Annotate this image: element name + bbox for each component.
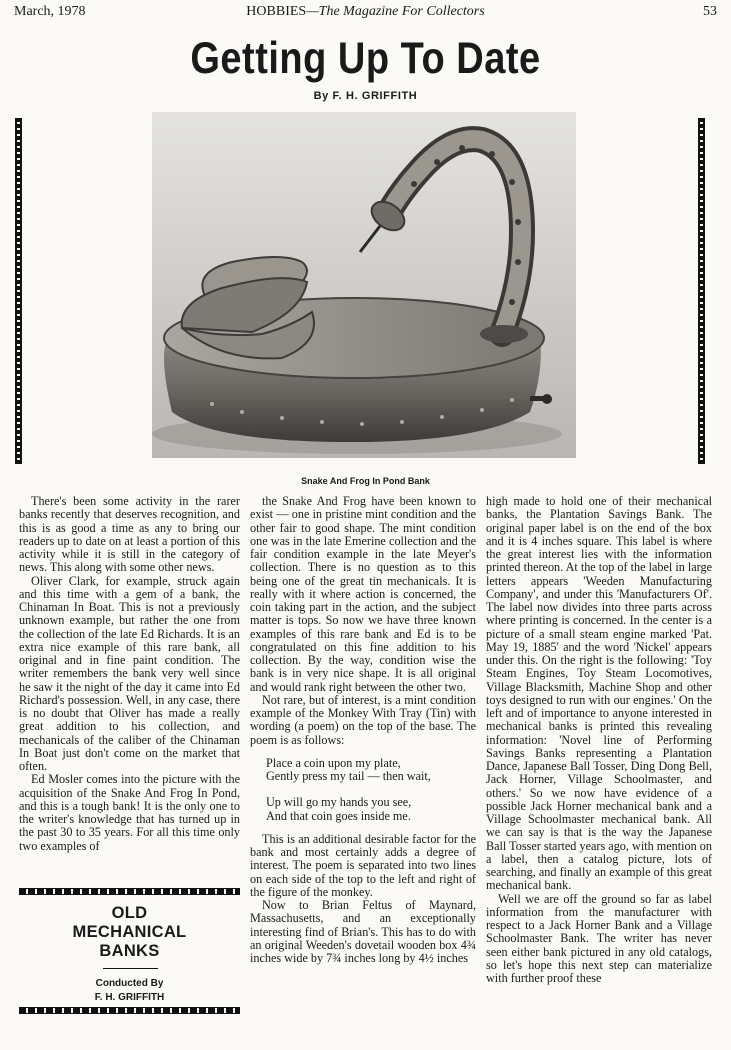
magazine-name — [14, 4, 717, 20]
box-top-rule — [19, 888, 240, 895]
column-box-title-line2: MECHANICAL — [72, 923, 187, 941]
photo-caption: Snake And Frog In Pond Bank — [301, 476, 430, 486]
column-author: F. H. GRIFFITH — [94, 992, 165, 1003]
poem-line: And that coin goes inside me. — [266, 808, 411, 823]
paragraph: This is an additional desirable factor for the bank and most certainly adds a degree of interest. The poem is separated into two lines on each side of the top to the left and right of the figure of the monkey. — [250, 831, 476, 899]
paragraph: Now to Brian Feltus of Maynard, Massachusetts, and an exceptionally interesting find of Brian's. This has to do with an original Weeden's dovetail wooden box 4¾ inches wide by 7¾ inches long by 4½ inches — [250, 898, 476, 965]
article-title: Getting Up To Date — [190, 34, 541, 84]
conducted-by-label: Conducted By — [95, 978, 164, 989]
paragraph: Ed Mosler comes into the picture with the acquisition of the Snake And Frog In Pond, and this is a tough bank! It is the only one to the writer's knowledge that has turned up in the past 30 to 35 years. For all this time only two examples of — [19, 772, 240, 853]
box-divider — [103, 968, 158, 969]
paragraph: Oliver Clark, for example, struck again and this time with a gem of a bank, the Chinaman In Boat. This is not a previously unknown example, but rather the one from the collection of the late Ed Richards. It is an extra nice example of this rare bank, all original and in fine paint condition. The writer remembers the bank very well since he saw it the night of the day it came into Ed Richard's possession. Well, in any case, there is no doubt that Oliver has made a really great addition to his collection, and mechanicals of the caliber of the Chinaman In Boat just don't come on the market that often. — [19, 573, 240, 773]
magazine-tagline: —The Magazine For Collectors — [306, 4, 485, 19]
box-bottom-rule — [19, 1007, 240, 1014]
bank-illustration — [152, 112, 576, 458]
poem-line: Up will go my hands you see, — [266, 795, 412, 810]
paragraph: There's been some activity in the rarer banks recently that deserves recognition, and this is as good a time as any to bring our readers up to date on at least a portion of this activity while it is still in the category of news. This along with some other news. — [19, 494, 240, 575]
page-number: 53 — [703, 4, 717, 19]
monkey-poem — [266, 757, 476, 823]
poem-line: Place a coin upon my plate, — [266, 755, 401, 770]
column-three — [486, 495, 712, 985]
left-chain-border — [15, 118, 22, 464]
page-header — [14, 4, 717, 24]
column-box-title-line1: OLD — [111, 904, 148, 922]
column-two — [250, 495, 476, 965]
poem-line: Gently press my tail — then wait, — [266, 769, 431, 783]
issue-date: March, 1978 — [14, 4, 86, 19]
column-box-title-line3: BANKS — [99, 942, 160, 960]
paragraph: Not rare, but of interest, is a mint condition example of the Monkey With Tray (Tin) with wording (a poem) on the top of the base. The poem is as follows: — [250, 692, 476, 747]
article-byline: By F. H. GRIFFITH — [313, 90, 418, 102]
paragraph: the Snake And Frog have been known to exist — one in pristine mint condition and the other fair to good shape. The mint condition one was in the late Emerine collection and the fair condition example in the late Meyer's collection. There is no question as to this being one of the great tin mechanicals. It is really with it where action is concerned, the coin taking part in the action, and the subject matter is tops. So now we have three known examples of this rare bank and Ed is to be congratulated on this fine addition to his collection. By the way, condition wise the bank is in very nice shape. It is all original and would rank right between the other two. — [250, 494, 476, 694]
paragraph: high made to hold one of their mechanical banks, the Plantation Savings Bank. The original paper label is on the end of the box and it is 4 inches square. This label is where the great interest lies with the information printed thereon. At the top of the label in large letters appears 'Weeden Manufacturing Company', and under this 'Manufacturers Of'. The label now divides into three parts across where printing is concerned. In the center is a picture of a small steam engine marked 'Pat. May 19, 1885' and the word 'Nickel' appears under this. On the right is the following: 'Toy Steam Engines, Toy Steam Locomotives, Village Blacksmith, Machine Shop and other toys designed to run with our engines.' On the left and of importance to anyone interested in mechanical banks is printed this revealing information: 'Novel line of Performing Savings Banks representing a Plantation Dance, Japanese Ball Tosser, Ding Dong Bell, Jack Horner, Village Schoolmaster, and others.' So we now have evidence of a possible Jack Horner mechanical bank and a Village Schoolmaster mechanical bank. All we can say is that is the way the Japanese Ball Tosser started years ago, with mention on a label, then a catalog picture, lots of searching, and finally an example of this great mechanical bank. — [486, 494, 712, 893]
right-chain-border — [698, 118, 705, 464]
magazine-title: HOBBIES — [246, 4, 307, 19]
paragraph: Well we are off the ground so far as label information from the manufacturer with respect to a Jack Horner Bank and a Village Schoolmaster Bank. The writer has never seen either bank pictured in any old catalogs, so let's hope this next step can materialize with further proof these — [486, 891, 712, 985]
snake-and-frog-bank-photo — [152, 112, 576, 458]
column-one — [19, 495, 240, 853]
